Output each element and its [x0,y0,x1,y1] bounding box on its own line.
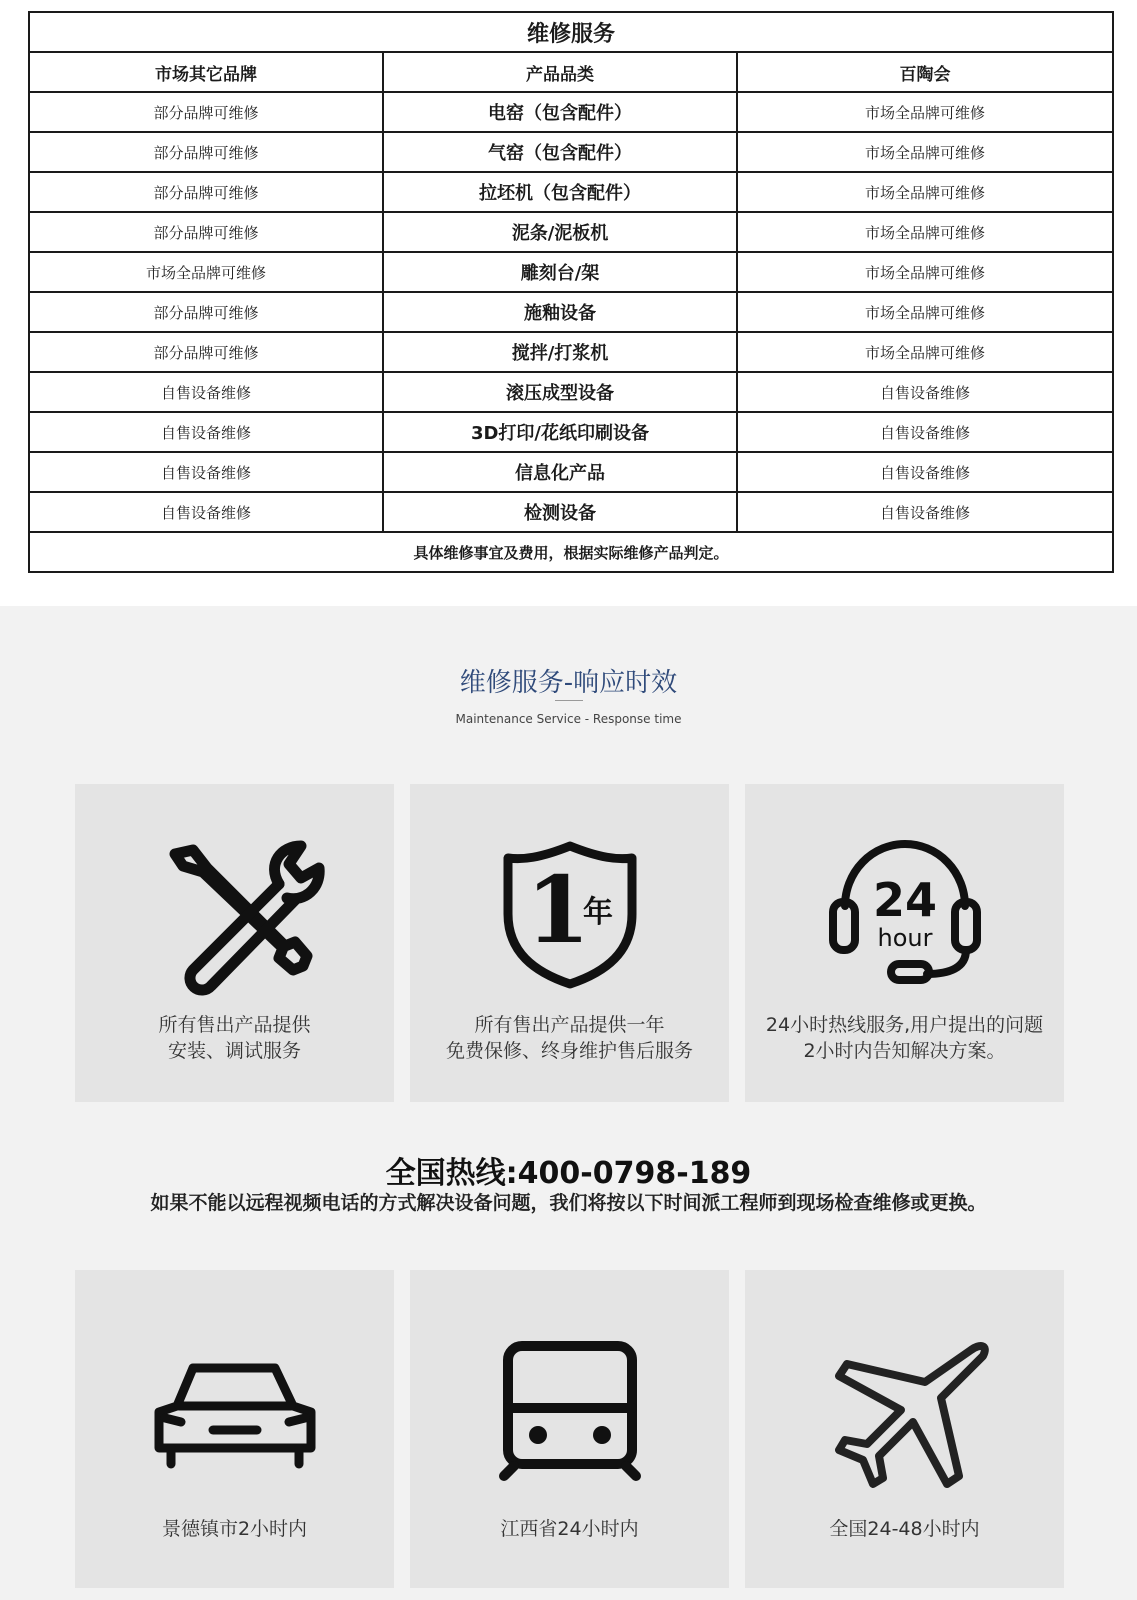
service-text-line2: 2小时内告知解决方案。 [803,1040,1006,1062]
cell-product: 3D打印/花纸印刷设备 [383,412,737,452]
service-text-line2: 免费保修、终身维护售后服务 [445,1040,693,1062]
table-row [29,92,1113,132]
cell-baitaohui: 市场全品牌可维修 [737,332,1113,372]
svg-text:24: 24 [872,873,938,927]
service-card-hotline [745,784,1064,1102]
table-row [29,492,1113,532]
repair-service-table [28,11,1112,573]
service-card-install [75,784,394,1102]
table-row [29,252,1113,292]
cell-baitaohui: 自售设备维修 [737,372,1113,412]
response-time-section [0,606,1137,1600]
cell-product: 雕刻台/架 [383,252,737,292]
cell-other-brands: 市场全品牌可维修 [29,252,383,292]
cell-other-brands: 部分品牌可维修 [29,292,383,332]
cell-baitaohui: 市场全品牌可维修 [737,292,1113,332]
table-row [29,452,1113,492]
cell-baitaohui: 市场全品牌可维修 [737,212,1113,252]
service-text-line1: 所有售出产品提供 [158,1014,311,1036]
header-product-category: 产品品类 [383,52,737,92]
svg-text:hour: hour [877,924,933,952]
table-note: 具体维修事宜及费用，根据实际维修产品判定。 [29,532,1113,572]
travel-label: 全国24-48小时内 [829,1518,980,1540]
table-row [29,132,1113,172]
svg-text:年: 年 [583,895,613,930]
service-text-line1: 所有售出产品提供一年 [474,1014,665,1036]
table-row [29,172,1113,212]
cell-baitaohui: 市场全品牌可维修 [737,172,1113,212]
cell-baitaohui: 市场全品牌可维修 [737,92,1113,132]
table-row [29,372,1113,412]
cell-product: 气窑（包含配件） [383,132,737,172]
service-card-warranty [410,784,729,1102]
cell-baitaohui: 市场全品牌可维修 [737,132,1113,172]
cell-product: 电窑（包含配件） [383,92,737,132]
cell-baitaohui: 市场全品牌可维修 [737,252,1113,292]
cell-product: 检测设备 [383,492,737,532]
table-row [29,412,1113,452]
cell-product: 泥条/泥板机 [383,212,737,252]
cell-other-brands: 部分品牌可维修 [29,332,383,372]
cell-other-brands: 部分品牌可维修 [29,92,383,132]
header-baitaohui: 百陶会 [737,52,1113,92]
cell-baitaohui: 自售设备维修 [737,452,1113,492]
title-divider [555,700,583,701]
cell-other-brands: 部分品牌可维修 [29,172,383,212]
travel-card-city [75,1270,394,1588]
cell-product: 拉坯机（包含配件） [383,172,737,212]
cell-product: 滚压成型设备 [383,372,737,412]
svg-text:1: 1 [525,856,591,964]
cell-other-brands: 部分品牌可维修 [29,132,383,172]
table-row [29,292,1113,332]
table-row [29,332,1113,372]
travel-label: 江西省24小时内 [500,1518,639,1540]
service-table [28,11,1114,573]
travel-label: 景德镇市2小时内 [161,1518,308,1540]
cell-product: 搅拌/打浆机 [383,332,737,372]
table-header-row [29,52,1113,92]
cell-other-brands: 部分品牌可维修 [29,212,383,252]
section-subtitle: Maintenance Service - Response time [455,712,682,726]
table-title: 维修服务 [29,12,1113,52]
cell-product: 信息化产品 [383,452,737,492]
hotline-number: 全国热线:400-0798-189 [385,1156,752,1191]
table-row [29,212,1113,252]
cell-baitaohui: 自售设备维修 [737,412,1113,452]
section-title: 维修服务-响应时效 [459,668,678,698]
cell-other-brands: 自售设备维修 [29,452,383,492]
service-text-line2: 安装、调试服务 [167,1040,301,1062]
cell-other-brands: 自售设备维修 [29,412,383,452]
cell-other-brands: 自售设备维修 [29,372,383,412]
cell-other-brands: 自售设备维修 [29,492,383,532]
hotline-note: 如果不能以远程视频电话的方式解决设备问题，我们将按以下时间派工程师到现场检查维修或更换。 [150,1192,987,1214]
travel-card-province [410,1270,729,1588]
cell-product: 施釉设备 [383,292,737,332]
table-note-row [29,532,1113,572]
cell-baitaohui: 自售设备维修 [737,492,1113,532]
travel-card-nationwide [745,1270,1064,1588]
table-title-row [29,12,1113,52]
header-other-brands: 市场其它品牌 [29,52,383,92]
service-text-line1: 24小时热线服务,用户提出的问题 [765,1014,1044,1036]
